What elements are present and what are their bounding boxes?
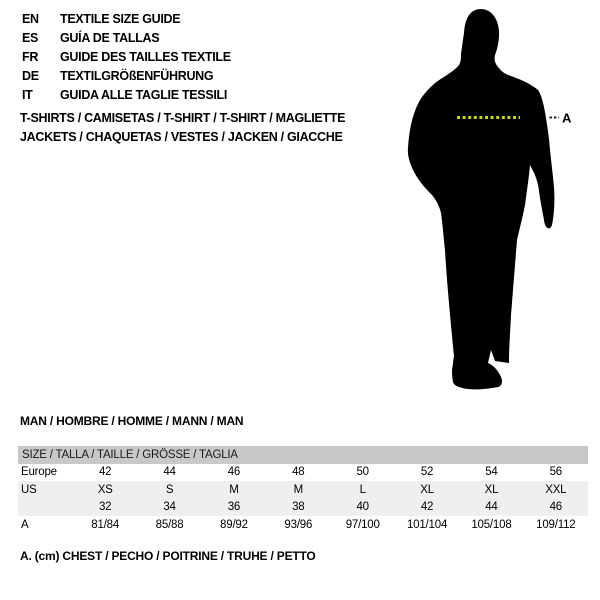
language-label: GUÍA DE TALLAS [60,30,160,45]
size-cell: L [359,483,366,496]
size-cell: 105/108 [471,518,512,531]
measurement-footnote: A. (cm) CHEST / PECHO / POITRINE / TRUHE / PETTO [20,549,316,563]
size-cell: 101/104 [406,518,448,531]
size-cell: M [229,483,239,496]
table-row-numeric [18,499,588,517]
language-code: EN [22,11,39,26]
size-cell: 56 [549,466,563,479]
size-cell: XS [97,483,113,496]
size-cell: 44 [163,466,176,479]
size-cell: S [165,483,174,496]
row-label: US [21,483,37,496]
size-cell: 81/84 [91,518,120,531]
language-row [22,66,231,85]
language-row [22,28,231,47]
language-code: FR [22,49,39,64]
table-row-europe [18,464,588,482]
size-cell: 48 [292,466,305,479]
size-cell: 89/92 [220,518,248,531]
size-table [18,446,588,534]
table-row-chest-a [18,516,588,534]
language-row [22,9,231,28]
size-cell: M [293,483,303,496]
man-silhouette [408,9,555,389]
size-cell: 93/96 [284,518,313,531]
size-cell: 34 [163,501,176,514]
language-list [22,9,231,104]
row-label: Europe [21,466,57,479]
measure-label-a: A [562,110,572,126]
size-cell: 38 [292,501,305,514]
size-cell: 85/88 [155,518,184,531]
size-cell: XL [484,483,499,496]
size-cell: 42 [420,501,434,514]
category-jackets: JACKETS / CHAQUETAS / VESTES / JACKEN / GIACCHE [20,129,343,144]
man-silhouette-svg [398,5,578,397]
language-code: DE [22,68,39,83]
table-row-us [18,481,588,499]
language-label: TEXTILE SIZE GUIDE [60,11,181,26]
garment-categories [20,109,345,146]
size-cell: 42 [98,466,112,479]
size-cell: 44 [485,501,498,514]
size-cell: 46 [549,501,563,514]
size-cell: XXL [545,483,567,496]
size-cell: 46 [227,466,241,479]
language-label: GUIDE DES TAILLES TEXTILE [60,49,231,64]
row-label [18,499,73,517]
size-table-header-row [18,446,588,464]
language-row [22,85,231,104]
size-cell: 32 [98,501,112,514]
language-label: TEXTILGRÖßENFÜHRUNG [60,68,214,83]
size-cell: 52 [420,466,434,479]
size-cell: 50 [356,466,369,479]
language-code: ES [22,30,39,45]
size-cell: 40 [356,501,369,514]
man-figure [398,5,578,397]
category-tshirts: T-SHIRTS / CAMISETAS / T-SHIRT / T-SHIRT / MAGLIETTE [20,111,346,125]
row-label: A [21,518,29,531]
size-cell: 109/112 [536,518,576,531]
size-cell: XL [420,483,434,496]
size-cell: 54 [485,466,498,479]
language-code: IT [22,87,33,102]
language-label: GUIDA ALLE TAGLIE TESSILI [60,87,228,102]
size-cell: 97/100 [345,518,380,531]
language-row [22,47,231,66]
size-table-header: SIZE / TALLA / TAILLE / GRÖSSE / TAGLIA [22,448,238,461]
section-title-man: MAN / HOMBRE / HOMME / MANN / MAN [20,414,244,428]
size-cell: 36 [227,501,241,514]
